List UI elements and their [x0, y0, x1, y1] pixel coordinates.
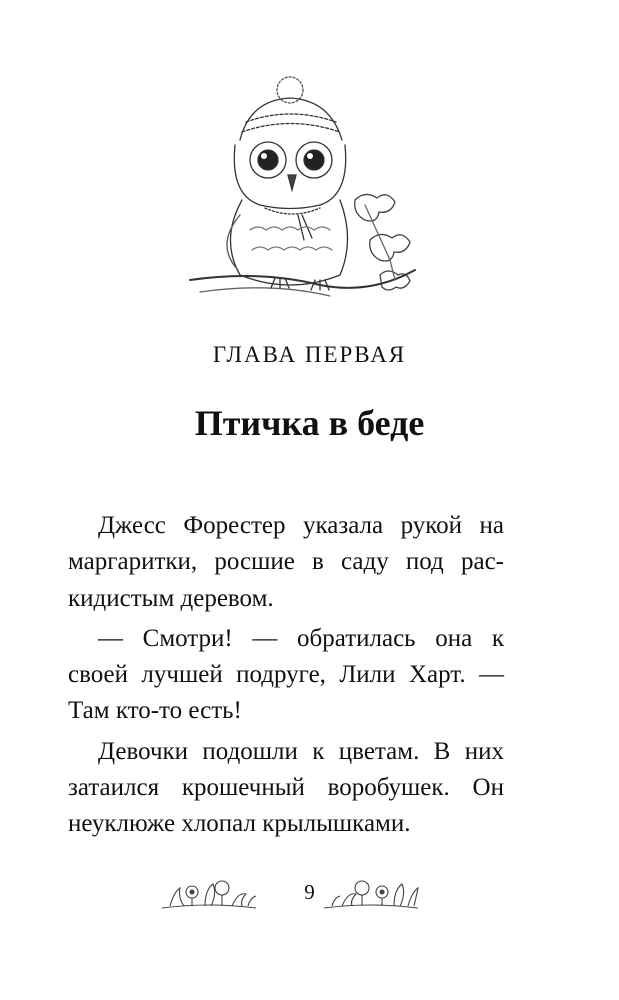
text-line: Девочки подошли к цветам. В них: [98, 737, 504, 765]
chapter-label: ГЛАВА ПЕРВАЯ: [212, 342, 407, 367]
page-number: 9: [304, 880, 315, 904]
page-footer: [0, 868, 619, 918]
text-line: маргаритки, росшие в саду под рас-: [68, 548, 504, 576]
paragraph: [68, 734, 504, 843]
owl-illustration: [180, 70, 420, 310]
chapter-body: [68, 508, 504, 847]
text-line: неуклюже хлопал крылышками.: [68, 810, 411, 838]
text-line: своей лучшей подруге, Лили Харт. —: [68, 661, 504, 689]
text-line: — Смотри! — обратилась она к: [98, 624, 504, 652]
paragraph: [68, 508, 504, 617]
paragraph: [68, 621, 504, 730]
text-line: кидистым деревом.: [68, 584, 274, 612]
text-line: Там кто-то есть!: [68, 697, 242, 725]
chapter-title: Птичка в беде: [194, 403, 425, 443]
text-line: Джесс Форестер указала рукой на: [98, 512, 504, 539]
text-line: затаился крошечный воробушек. Он: [68, 774, 504, 802]
floral-ornament-right: [322, 868, 420, 912]
